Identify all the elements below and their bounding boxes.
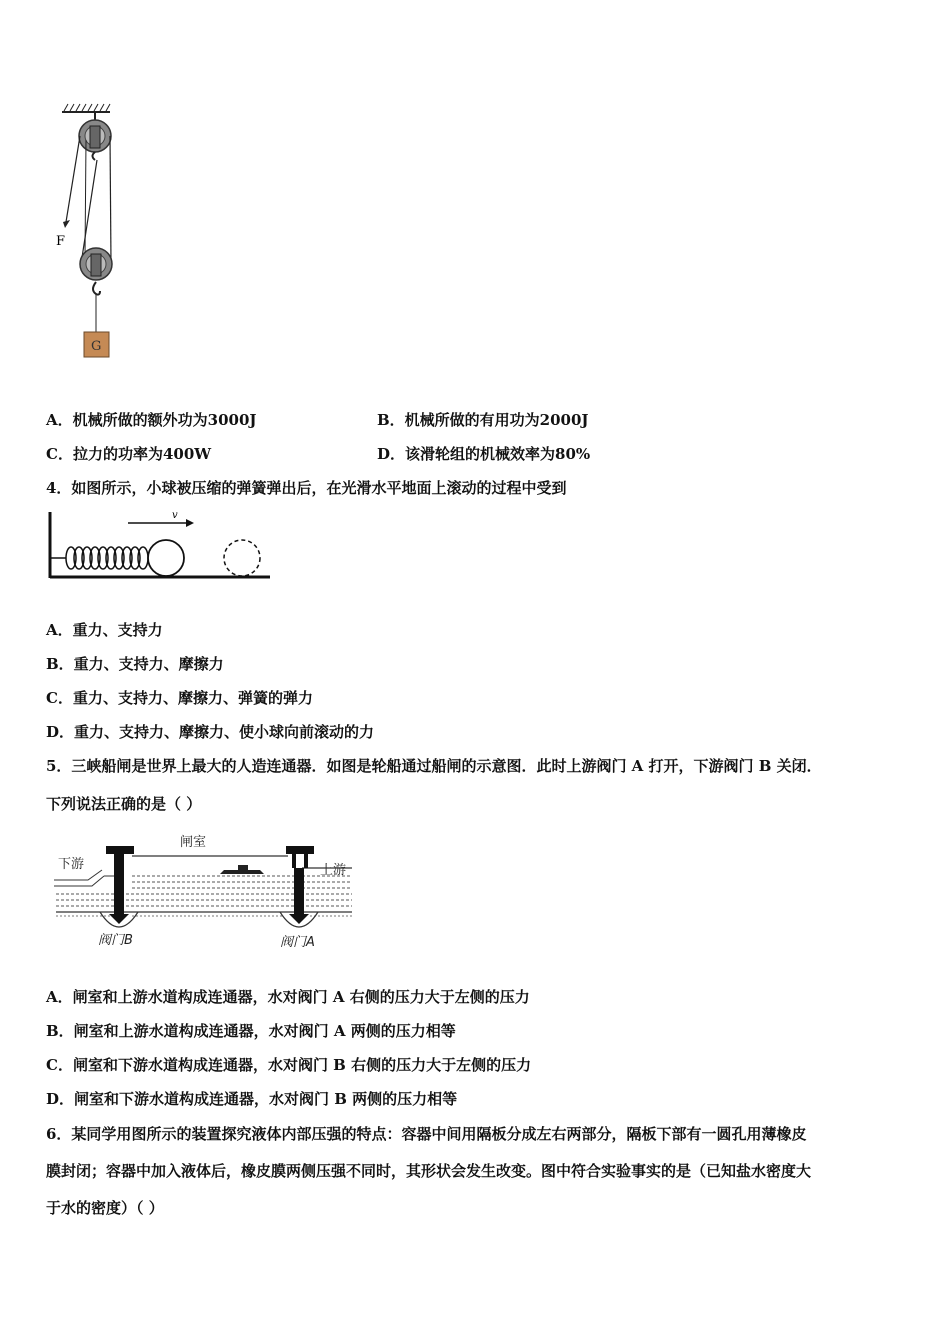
valve-a-label: 阀门A (280, 935, 315, 950)
q6-stem-line3: 于水的密度）（ ） (46, 1199, 164, 1217)
q3-option-b: B．机械所做的有用功为2000J (377, 411, 589, 429)
q3-option-d: D．该滑轮组的机械效率为80% (377, 445, 591, 463)
q3-option-c: C．拉力的功率为400W (46, 445, 212, 463)
q4-option-a: A．重力、支持力 (46, 621, 163, 639)
q4-option-d: D．重力、支持力、摩擦力、使小球向前滚动的力 (46, 723, 375, 741)
pulley-system-figure (50, 100, 140, 370)
q6-stem-line2: 膜封闭；容器中加入液体后，橡皮膜两侧压强不同时，其形状会发生改变。图中符合实验事实的是（已知盐水密度大 (46, 1162, 812, 1180)
spring-ball-figure (46, 506, 276, 586)
q5-stem-line1: 5．三峡船闸是世界上最大的人造连通器．如图是轮船通过船闸的示意图．此时上游阀门 A 打开，下游阀门 B 关闭． (46, 757, 822, 775)
q5-option-a: A．闸室和上游水道构成连通器，水对阀门 A 右侧的压力大于左侧的压力 (46, 988, 530, 1006)
q4-option-b: B．重力、支持力、摩擦力 (46, 655, 224, 673)
chamber-label: 闸室 (180, 835, 207, 850)
ship-lock-figure (52, 828, 362, 952)
q5-option-c: C．闸室和下游水道构成连通器，水对阀门 B 右侧的压力大于左侧的压力 (46, 1056, 532, 1074)
q5-option-b: B．闸室和上游水道构成连通器，水对阀门 A 两侧的压力相等 (46, 1022, 456, 1040)
weight-label: G (91, 339, 102, 354)
upstream-label: 上游 (320, 863, 347, 878)
q5-option-d: D．闸室和下游水道构成连通器，水对阀门 B 两侧的压力相等 (46, 1090, 458, 1108)
q6-stem-line1: 6．某同学用图所示的装置探究液体内部压强的特点：容器中间用隔板分成左右两部分，隔板下部有一圆孔用薄橡皮 (46, 1125, 807, 1143)
q4-option-c: C．重力、支持力、摩擦力、弹簧的弹力 (46, 689, 313, 707)
valve-b-label: 阀门B (98, 933, 133, 948)
downstream-label: 下游 (58, 857, 85, 872)
force-label: F (56, 234, 66, 249)
velocity-label: v (172, 510, 178, 521)
q4-stem: 4．如图所示，小球被压缩的弹簧弹出后，在光滑水平地面上滚动的过程中受到 (46, 479, 567, 497)
q3-option-a: A．机械所做的额外功为3000J (46, 411, 257, 429)
q5-stem-line2: 下列说法正确的是（ ） (46, 795, 202, 813)
